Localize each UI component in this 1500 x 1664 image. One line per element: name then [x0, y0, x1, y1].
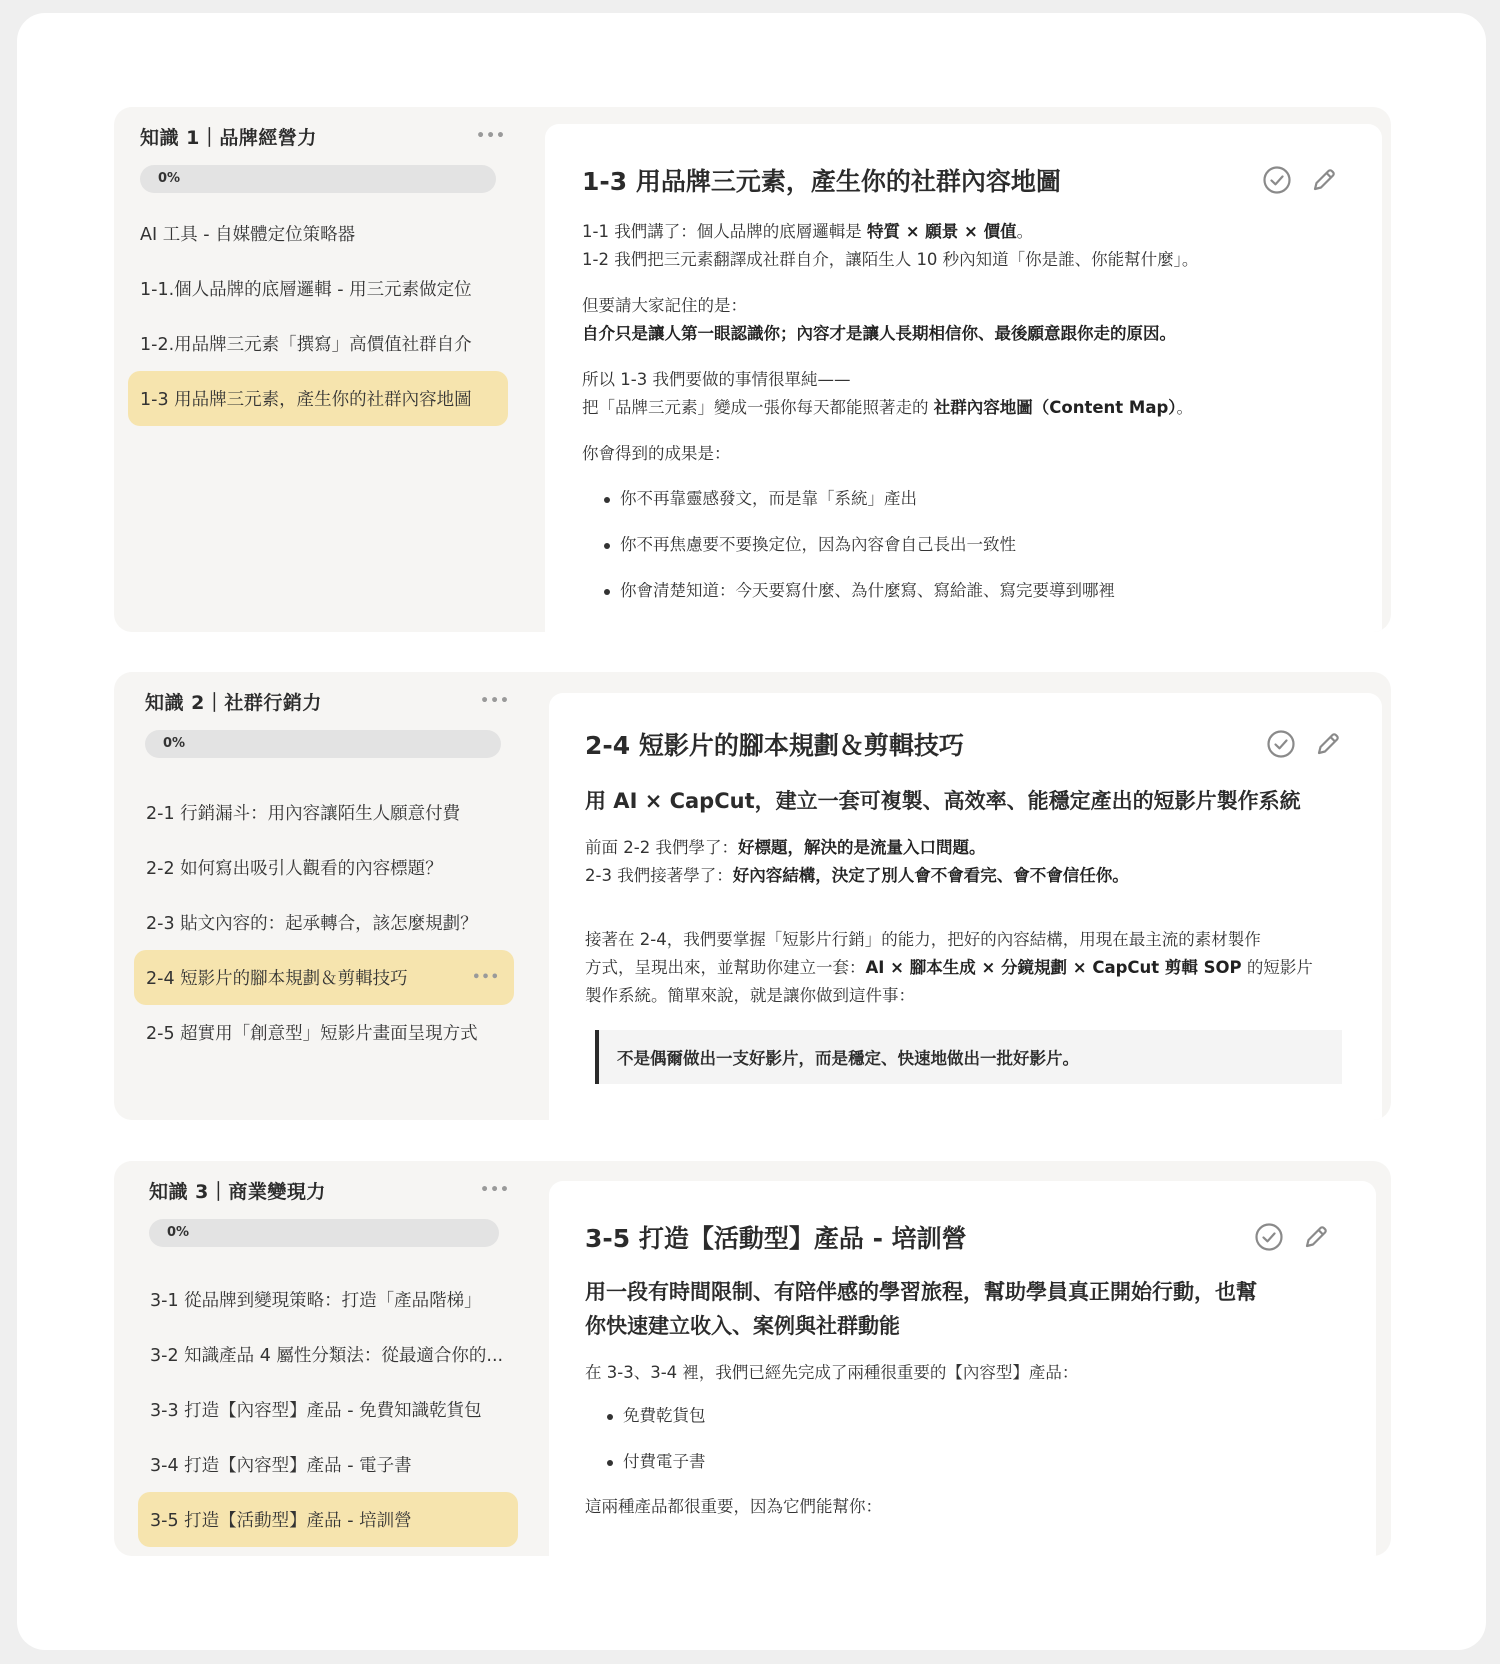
lesson-item-label: 3-5 打造【活動型】產品 - 培訓營: [150, 1511, 412, 1531]
lesson-title: 1-3 用品牌三元素，產生你的社群內容地圖: [582, 167, 1061, 196]
text: 接著在 2-4，我們要掌握「短影片行銷」的能力，把好的內容結構，用現在最主流的素材製作: [585, 930, 1261, 949]
lesson-item-label: 1-2.用品牌三元素「撰寫」高價值社群自介: [140, 335, 472, 355]
lesson-title: 2-4 短影片的腳本規劃＆剪輯技巧: [585, 731, 964, 760]
text: 1-1 我們講了：個人品牌的底層邏輯是: [582, 222, 867, 241]
lesson-item-label: 2-2 如何寫出吸引人觀看的內容標題？: [146, 859, 443, 879]
blockquote: 不是偶爾做出一支好影片，而是穩定、快速地做出一批好影片。: [595, 1030, 1342, 1084]
lesson-paragraph: 你會得到的成果是：: [582, 444, 731, 463]
lesson-paragraph: [582, 218, 1338, 274]
module-header: [140, 121, 506, 151]
check-circle-icon[interactable]: [1254, 1222, 1284, 1252]
lesson-subtitle: 用 AI × CapCut，建立一套可複製、高效率、能穩定產出的短影片製作系統: [585, 789, 1301, 813]
bold-text: 自介只是讓人第一眼認識你；內容才是讓人長期相信你、最後願意跟你走的原因。: [582, 324, 1176, 343]
lesson-list: [134, 785, 514, 1060]
progress-bar: [149, 1219, 499, 1247]
bullet-list: [582, 476, 1338, 614]
module-title: 知識 2｜社群行銷力: [145, 691, 322, 714]
bullet-item: 你不再焦慮要不要換定位，因為內容會自己長出一致性: [582, 522, 1338, 568]
text: 把「品牌三元素」變成一張你每天都能照著走的: [582, 398, 934, 417]
bullet-item: 你不再靠靈感發文，而是靠「系統」產出: [582, 476, 1338, 522]
text: 1-2 我們把三元素翻譯成社群自介，讓陌生人 10 秒內知道「你是誰、你能幫什麼」。: [582, 250, 1199, 269]
more-horizontal-icon[interactable]: •••: [472, 970, 500, 985]
progress-percent: 0%: [167, 1225, 190, 1240]
bullet-item: 付費電子書: [585, 1439, 1330, 1485]
lesson-item-label: 2-1 行銷漏斗：用內容讓陌生人願意付費: [146, 804, 461, 824]
lesson-header: [582, 162, 1338, 198]
module-sidebar: [114, 672, 534, 1120]
lesson-item-label: 2-4 短影片的腳本規劃＆剪輯技巧: [146, 969, 408, 989]
bold-text: AI × 腳本生成 × 分鏡規劃 × CapCut 剪輯 SOP: [865, 958, 1242, 977]
progress-bar: [145, 730, 501, 758]
lesson-list: [138, 1272, 518, 1547]
lesson-item[interactable]: [134, 1005, 514, 1060]
lesson-title: 3-5 打造【活動型】產品 - 培訓營: [585, 1224, 967, 1253]
lesson-item-active[interactable]: [134, 950, 514, 1005]
progress-percent: 0%: [158, 171, 181, 186]
lesson-header: [585, 1219, 1330, 1255]
lesson-item[interactable]: [134, 840, 514, 895]
bullet-item: 免費乾貨包: [585, 1393, 1330, 1439]
module-sidebar: [114, 1161, 534, 1556]
text: 2-3 我們接著學了：: [585, 866, 733, 885]
module-title: 知識 1｜品牌經營力: [140, 126, 317, 149]
text: 。: [1176, 398, 1194, 417]
pencil-icon[interactable]: [1314, 730, 1342, 758]
lesson-item-label: 3-1 從品牌到變現策略：打造「產品階梯」: [150, 1291, 482, 1311]
module-header: [149, 1175, 510, 1205]
lesson-content: [549, 693, 1382, 1120]
lesson-item-label: 2-5 超實用「創意型」短影片畫面呈現方式: [146, 1024, 478, 1044]
lesson-paragraph: [585, 926, 1342, 1010]
text: 你快速建立收入、案例與社群動能: [585, 1314, 900, 1338]
module-card-1: [114, 107, 1391, 632]
lesson-item-label: 2-3 貼文內容的：起承轉合，該怎麼規劃？: [146, 914, 478, 934]
lesson-content: [545, 124, 1382, 632]
lesson-item-label: 3-2 知識產品 4 屬性分類法：從最適合你的...: [150, 1346, 504, 1366]
text: 前面 2-2 我們學了：: [585, 838, 738, 857]
lesson-item[interactable]: [134, 895, 514, 950]
lesson-item[interactable]: [138, 1272, 518, 1327]
lesson-item[interactable]: [138, 1327, 518, 1382]
text: 所以 1-3 我們要做的事情很單純——: [582, 370, 851, 389]
more-horizontal-icon[interactable]: •••: [480, 1182, 510, 1198]
lesson-item[interactable]: [138, 1437, 518, 1492]
lesson-subtitle: [585, 1275, 1330, 1343]
lesson-paragraph: [582, 292, 1338, 348]
lesson-list: [128, 206, 508, 426]
more-horizontal-icon[interactable]: •••: [480, 693, 510, 709]
bold-text: 好標題，解決的是流量入口問題。: [737, 838, 986, 857]
bold-text: 社群內容地圖（Content Map）: [933, 398, 1177, 417]
text: 的短影片: [1241, 958, 1313, 977]
more-horizontal-icon[interactable]: •••: [476, 128, 506, 144]
lesson-item-label: AI 工具 - 自媒體定位策略器: [140, 225, 356, 245]
progress-percent: 0%: [163, 736, 186, 751]
lesson-paragraph: [582, 366, 1338, 422]
lesson-item[interactable]: [128, 316, 508, 371]
text: 。: [1016, 222, 1034, 241]
lesson-item-label: 1-1.個人品牌的底層邏輯 - 用三元素做定位: [140, 280, 472, 300]
text: 方式，呈現出來，並幫助你建立一套：: [585, 958, 866, 977]
bullet-list: [585, 1393, 1330, 1485]
lesson-item-active[interactable]: [138, 1492, 518, 1547]
lesson-content: [549, 1181, 1376, 1556]
module-card-3: [114, 1161, 1391, 1556]
bold-text: 特質 × 願景 × 價值: [866, 222, 1017, 241]
module-title: 知識 3｜商業變現力: [149, 1180, 326, 1203]
lesson-item-active[interactable]: [128, 371, 508, 426]
text: 但要請大家記住的是：: [582, 296, 747, 315]
bullet-item: 你會清楚知道：今天要寫什麼、為什麼寫、寫給誰、寫完要導到哪裡: [582, 568, 1338, 614]
lesson-paragraph: 在 3-3、3-4 裡，我們已經先完成了兩種很重要的【內容型】產品：: [585, 1363, 1079, 1382]
bold-text: 好內容結構，決定了別人會不會看完、會不會信任你。: [732, 866, 1129, 885]
lesson-header: [585, 726, 1342, 762]
check-circle-icon[interactable]: [1262, 165, 1292, 195]
text: 用一段有時間限制、有陪伴感的學習旅程，幫助學員真正開始行動，也幫: [585, 1280, 1257, 1304]
pencil-icon[interactable]: [1302, 1223, 1330, 1251]
lesson-paragraph: 這兩種產品都很重要，因為它們能幫你：: [585, 1497, 882, 1516]
lesson-item-label: 1-3 用品牌三元素，產生你的社群內容地圖: [140, 390, 472, 410]
lesson-paragraph: [585, 834, 1342, 890]
module-sidebar: [114, 107, 534, 632]
check-circle-icon[interactable]: [1266, 729, 1296, 759]
text: 製作系統。簡單來說，就是讓你做到這件事：: [585, 986, 915, 1005]
lesson-item-label: 3-4 打造【內容型】產品 - 電子書: [150, 1456, 412, 1476]
lesson-item[interactable]: [138, 1382, 518, 1437]
pencil-icon[interactable]: [1310, 166, 1338, 194]
lesson-item[interactable]: [128, 261, 508, 316]
module-header: [145, 686, 510, 716]
lesson-item-label: 3-3 打造【內容型】產品 - 免費知識乾貨包: [150, 1401, 482, 1421]
progress-bar: [140, 165, 496, 193]
module-card-2: [114, 672, 1391, 1120]
lesson-item[interactable]: [134, 785, 514, 840]
lesson-item[interactable]: [128, 206, 508, 261]
